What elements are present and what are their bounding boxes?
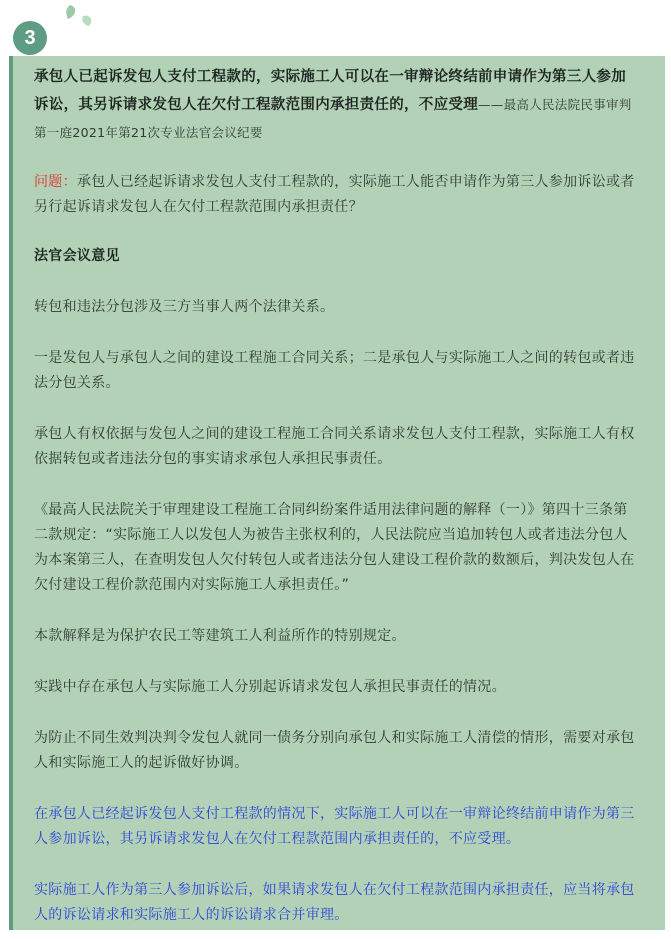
opinion-heading: 法官会议意见	[34, 248, 120, 264]
paragraph-2: 一是发包人与承包人之间的建设工程施工合同关系；二是承包人与实际施工人之间的转包或者违法分包关系。	[34, 350, 635, 391]
title-source: ——最高人民法院民事审判第一庭2021年第21次专业法官会议纪要	[34, 97, 632, 140]
paragraph-3: 承包人有权依据与发包人之间的建设工程施工合同关系请求发包人支付工程款，实际施工人有权依据转包或者违法分包的事实请求承包人承担民事责任。	[34, 426, 635, 467]
article-content	[34, 64, 640, 928]
card-accent-line	[9, 56, 13, 930]
paragraph-7: 为防止不同生效判决判令发包人就同一债务分别向承包人和实际施工人清偿的情形，需要对承包人和实际施工人的起诉做好协调。	[34, 730, 635, 771]
title-main: 承包人已起诉发包人支付工程款的，实际施工人可以在一审辩论终结前申请作为第三人参加诉讼，其另诉请求发包人在欠付工程款范围内承担责任的，不应受理	[34, 69, 626, 113]
highlighted-paragraph-1: 在承包人已经起诉发包人支付工程款的情况下，实际施工人可以在一审辩论终结前申请作为第三人参加诉讼，其另诉请求发包人在欠付工程款范围内承担责任的，不应受理。	[34, 806, 635, 847]
section-number-badge: 3	[13, 21, 47, 55]
top-strip	[0, 0, 671, 62]
article-title	[34, 64, 640, 147]
paragraph-4: 《最高人民法院关于审理建设工程施工合同纠纷案件适用法律问题的解释（一）》第四十三条第二款规定：“实际施工人以发包人为被告主张权利的，人民法院应当追加转包人或者违法分包人为本案第三人，在查明发包人欠付转包人或者违法分包人建设工程价款的数额后，判决发包人在欠付建设工程价款范围内对实际施工人承担责任。”	[34, 502, 635, 593]
question-paragraph	[34, 170, 640, 220]
bottom-strip	[0, 930, 671, 939]
highlighted-paragraph-2: 实际施工人作为第三人参加诉讼后，如果请求发包人在欠付工程款范围内承担责任，应当将承包人的诉讼请求和实际施工人的诉讼请求合并审理。	[34, 882, 635, 923]
paragraph-5: 本款解释是为保护农民工等建筑工人利益所作的特别规定。	[34, 628, 406, 644]
leaf-decoration-icon	[56, 2, 96, 36]
question-label: 问题：	[34, 174, 77, 190]
question-text: 承包人已经起诉请求发包人支付工程款的，实际施工人能否申请作为第三人参加诉讼或者另行起诉请求发包人在欠付工程款范围内承担责任？	[34, 174, 635, 215]
paragraph-1: 转包和违法分包涉及三方当事人两个法律关系。	[34, 299, 335, 315]
paragraph-6: 实践中存在承包人与实际施工人分别起诉请求发包人承担民事责任的情况。	[34, 679, 506, 695]
